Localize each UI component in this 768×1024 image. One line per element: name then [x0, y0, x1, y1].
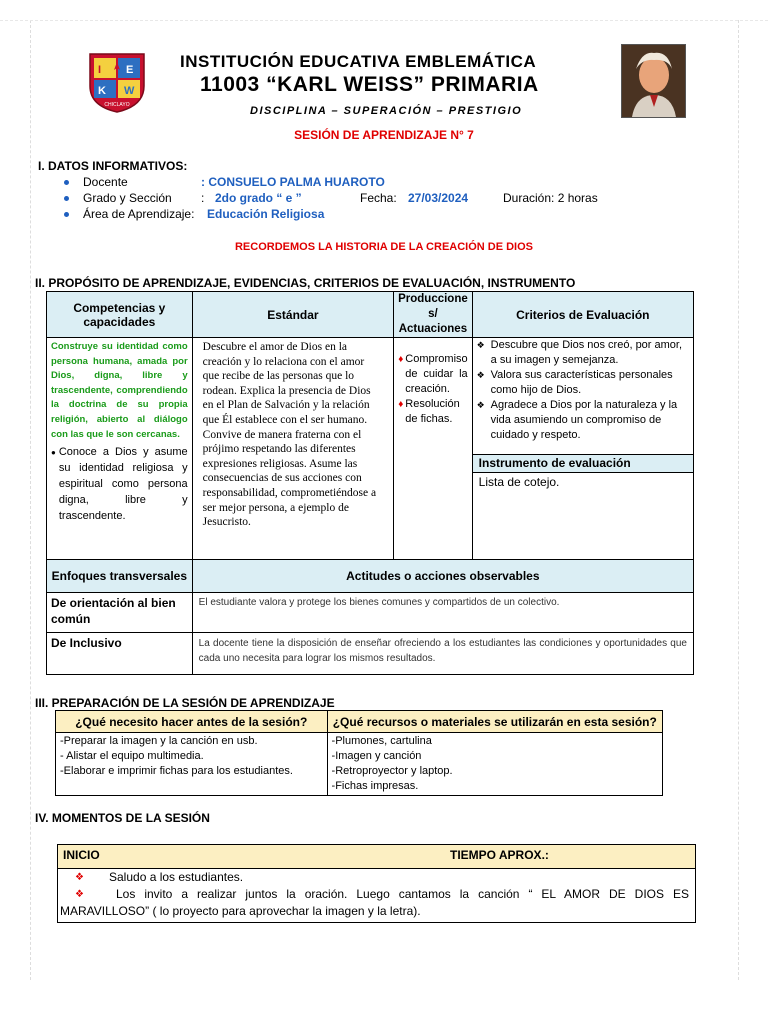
- fecha-label: Fecha:: [360, 191, 397, 205]
- portrait-image: [621, 44, 686, 118]
- page-margin-top: [0, 20, 768, 21]
- section-2-heading: II. PROPÓSITO DE APRENDIZAJE, EVIDENCIAS, CRITERIOS DE EVALUACIÓN, INSTRUMENTO: [35, 276, 576, 290]
- area-label: Área de Aprendizaje:: [83, 207, 195, 221]
- col-estandar: Estándar: [192, 292, 394, 338]
- fecha-value: 27/03/2024: [408, 191, 469, 205]
- recurso-item: -Fichas impresas.: [331, 780, 419, 792]
- recurso-item: -Retroproyector y laptop.: [331, 765, 453, 777]
- tiempo-label: TIEMPO APROX.:: [450, 848, 549, 862]
- col-criterios: Criterios de Evaluación: [472, 292, 693, 338]
- logo-caption: CHICLAYO: [104, 102, 130, 108]
- section-3-heading: III. PREPARACIÓN DE LA SESIÓN DE APRENDIZAJE: [35, 696, 335, 710]
- area-value: Educación Religiosa: [207, 207, 325, 221]
- recurso-item: -Imagen y canción: [331, 750, 422, 762]
- actitudes-label: Actitudes o acciones observables: [192, 560, 693, 593]
- capacidad-text: Conoce a Dios y asume su identidad religiosa y espiritual como persona digna, libre y trascendente.: [58, 446, 188, 523]
- school-name-line2: 11003 “KARL WEISS” PRIMARIA: [200, 73, 539, 96]
- moments-table: [57, 844, 696, 923]
- school-logo: [86, 52, 148, 114]
- instrumento-label: Instrumento de evaluación: [473, 454, 693, 473]
- enfoque-text: El estudiante valora y protege los bienes comunes y compartidos de un colectivo.: [192, 593, 693, 633]
- produccion-item: Compromiso de cuidar la creación.: [405, 353, 468, 395]
- col-competencias: Competencias y capacidades: [47, 292, 193, 338]
- competencia-text: Construye su identidad como persona humana, amada por Dios, digna, libre y trascendente, comprendiendo la doctrina de su propia religión, abierto al diálogo con las que le son cercanas.: [51, 341, 188, 440]
- produccion-item: Resolución de fichas.: [405, 398, 460, 425]
- col-antes: ¿Qué necesito hacer antes de la sesión?: [56, 711, 328, 733]
- antes-item: -Preparar la imagen y la canción en usb.: [60, 735, 258, 747]
- bullet-dot: ●: [51, 448, 56, 458]
- antes-item: - Alistar el equipo multimedia.: [60, 750, 204, 762]
- session-title: SESIÓN DE APRENDIZAJE N° 7: [294, 128, 474, 142]
- inicio-item: Los invito a realizar juntos la oración. Luego cantamos la canción “ EL AMOR DE DIOS ES MARAVILLOSO” ( lo proyecto para aprovechar la imagen y la letra).: [60, 887, 689, 918]
- logo-letter-k: K: [98, 85, 106, 97]
- school-motto: DISCIPLINA – SUPERACIÓN – PRESTIGIO: [250, 105, 523, 117]
- section-4-heading: IV. MOMENTOS DE LA SESIÓN: [35, 811, 210, 825]
- enfoque-text: La docente tiene la disposición de enseñar ofreciendo a los estudiantes las condiciones y oportunidades que cada uno necesita para lograr los mismos resultados.: [192, 633, 693, 675]
- bullet-dot: [64, 180, 69, 185]
- col-recursos: ¿Qué recursos o materiales se utilizarán en esta sesión?: [327, 711, 662, 733]
- instrumento-value: Lista de cotejo.: [478, 475, 560, 489]
- criterio-item: ❖ Descubre que Dios nos creó, por amor, a su imagen y semejanza.: [475, 338, 689, 368]
- enfoques-label: Enfoques transversales: [47, 560, 193, 593]
- inicio-label: INICIO: [63, 848, 100, 862]
- grado-label: Grado y Sección: [83, 191, 172, 205]
- criterio-item: ❖ Agradece a Dios por la naturaleza y la vida asumiendo un compromiso de cuidado y respeto.: [475, 398, 689, 443]
- estandar-text: Descubre el amor de Dios en la creación y lo relaciona con el amor que recibe de las personas que lo rodean. Explica la presencia de Dios en el Plan de Salvación y la relación que Él establece con el ser humano. Convive de manera fraterna con el prójimo respetando las diferentes expresiones religiosas. Asume las consecuencias de sus acciones con responsabilidad, comprometiéndose a ser mejor persona, a ejemplo de Jesucristo.: [192, 338, 394, 560]
- bullet-dot: [64, 212, 69, 217]
- antes-item: -Elaborar e imprimir fichas para los estudiantes.: [60, 765, 293, 777]
- preparation-table: [55, 710, 663, 796]
- school-name-line1: INSTITUCIÓN EDUCATIVA EMBLEMÁTICA: [180, 52, 537, 71]
- grado-value: 2do grado “ e ”: [215, 191, 302, 205]
- diamond-bullet-icon: ♦: [398, 354, 404, 365]
- inicio-item: Saludo a los estudiantes.: [109, 870, 244, 884]
- recurso-item: -Plumones, cartulina: [331, 735, 432, 747]
- grado-colon: :: [201, 191, 205, 205]
- purpose-table: [46, 291, 694, 675]
- duracion: Duración: 2 horas: [503, 191, 598, 205]
- diamond-bullet-icon: ♦: [398, 399, 404, 410]
- logo-letter-i: I: [98, 64, 102, 76]
- page-margin-left: [30, 20, 31, 980]
- bullet-dot: [64, 196, 69, 201]
- enfoque-name: De Inclusivo: [47, 633, 193, 675]
- section-1-heading: I. DATOS INFORMATIVOS:: [38, 159, 188, 173]
- diamond-bullet-icon: ❖: [75, 889, 84, 900]
- logo-letter-e: E: [126, 64, 134, 76]
- session-topic: RECORDEMOS LA HISTORIA DE LA CREACIÓN DE DIOS: [234, 241, 534, 253]
- enfoque-name: De orientación al bien común: [47, 593, 193, 633]
- page-margin-right: [738, 20, 739, 980]
- logo-letter-w: W: [124, 85, 135, 97]
- criterio-item: ❖ Valora sus características personales como hijo de Dios.: [475, 368, 689, 398]
- diamond-bullet-icon: ❖: [75, 872, 84, 883]
- docente-label: Docente: [83, 175, 128, 189]
- docente-value: : CONSUELO PALMA HUAROTO: [201, 175, 385, 189]
- col-producciones: Produccione s/ Actuaciones: [394, 292, 472, 338]
